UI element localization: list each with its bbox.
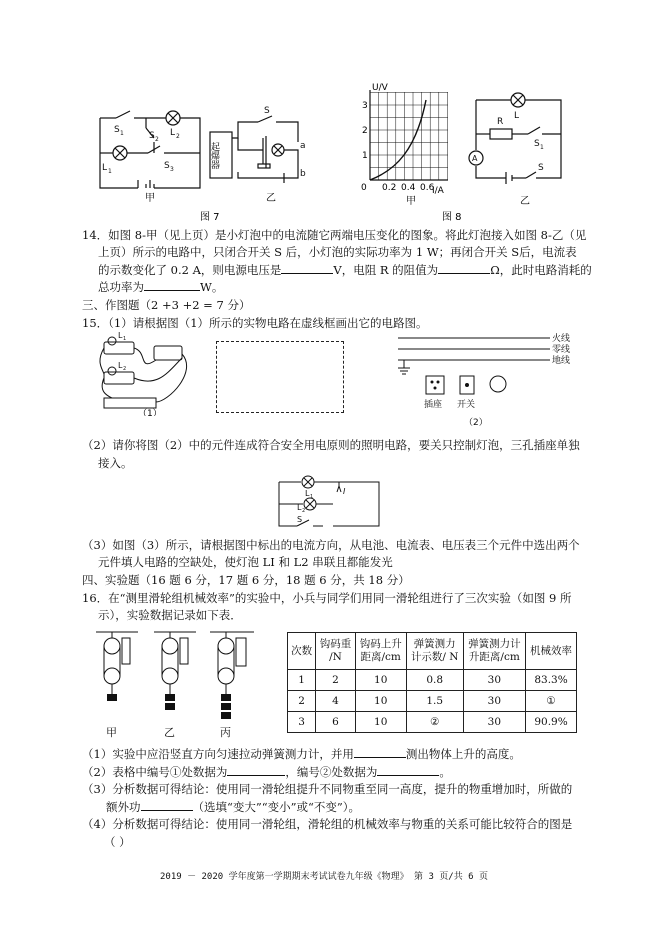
q15-part2-line1: （2）请你将图（2）中的元件连成符合安全用电原则的照明电路，要关只控制灯泡，三孔插座单独 <box>82 438 580 452</box>
q14-answer-blank-power[interactable] <box>144 278 200 291</box>
svg-text:1: 1 <box>120 130 124 137</box>
fig7-s2-label: S <box>149 131 155 141</box>
q15-fig1-l2-label: L <box>118 361 123 370</box>
fig8-x-tick: 0.4 <box>401 183 416 193</box>
q14-line1: 14．如图 8-甲（见上页）是小灯泡中的电流随它两端电压变化的图象。将此灯泡接入如图 8-乙（见 <box>82 228 587 242</box>
q14-answer-blank-resistance[interactable] <box>438 261 490 274</box>
q16-answer-blank-extra-work[interactable] <box>141 798 193 811</box>
table-row <box>288 670 577 691</box>
table-cell: 3 <box>288 712 316 733</box>
svg-text:1: 1 <box>108 168 112 175</box>
q16-line2: 示），实验数据记录如下表． <box>98 608 242 622</box>
fig7-right-circuit <box>210 116 298 183</box>
svg-text:3: 3 <box>170 166 174 173</box>
table-cell: 1 <box>288 670 316 691</box>
svg-text:1: 1 <box>540 144 544 151</box>
svg-text:1: 1 <box>123 336 127 342</box>
figure-8 <box>356 80 586 224</box>
q15-figure-2-home-circuit <box>390 330 580 426</box>
fig8-caption: 图 8 <box>442 212 462 223</box>
q15-fig1-l1-label: L <box>118 332 123 340</box>
q15-fig3-l1-label: L <box>305 489 310 498</box>
q16-part4-line1: （4）分析数据可得结论：使用同一滑轮组，滑轮组的机械效率与物重的关系可能比较符合的图是 <box>82 817 573 831</box>
table-cell: 2 <box>316 670 356 691</box>
fig8-y-axis-label: U/V <box>372 83 388 93</box>
q14-answer-blank-voltage[interactable] <box>281 261 333 274</box>
fig7-l1-label: L <box>102 163 108 173</box>
section-4-heading: 四、实验题（16 题 6 分，17 题 6 分，18 题 6 分，共 18 分） <box>82 573 410 587</box>
fig7-starter-label: 起爆器 <box>209 142 219 169</box>
q15-fig2-switch-label: 开关 <box>457 400 476 410</box>
fig8-graph <box>361 83 448 207</box>
table-row <box>288 691 577 712</box>
table-cell: 90.9% <box>526 712 577 733</box>
q14-line3: 的示数变化了 0.2 A，则电源电压是 V，电阻 R 的阻值为 Ω，此时电路消耗的 <box>98 263 592 277</box>
q15-fig2-caption: （2） <box>464 418 488 426</box>
figure-7-circuits <box>88 98 318 224</box>
q16-part3-line2: 额外功 （选填“变大”“变小”或“不变”）。 <box>106 800 361 814</box>
fig8-x-axis-label: I/A <box>432 186 444 196</box>
fig7-right-caption: 乙 <box>266 193 276 204</box>
table-cell: 30 <box>463 712 525 733</box>
q15-part3-line2: 元件填人电路的空缺处，使灯泡 LI 和 L2 串联且都能发光 <box>98 555 393 569</box>
q15-fig2-ground-wire-label: 地线 <box>552 356 571 366</box>
table-cell: 1.5 <box>406 691 463 712</box>
fig7-s-label: S <box>264 106 270 116</box>
fig8-circuit <box>469 93 561 184</box>
fig8-origin: 0 <box>361 183 367 193</box>
svg-text:2: 2 <box>302 508 306 514</box>
section-3-heading: 三、作图题（2 +3 +2 = 7 分） <box>82 298 251 312</box>
q16-line1: 16．在“测里滑轮组机械效率”的实验中，小兵与同学们用同一滑轮组进行了三次实验（如图 9 所 <box>82 591 572 605</box>
svg-text:1: 1 <box>310 494 314 500</box>
fig8-y-tick: 2 <box>362 126 368 136</box>
fig7-l2-label: L <box>170 128 176 138</box>
table-header-cell: 弹簧测力 计示数/ N <box>406 633 463 670</box>
q16-pulley-label-bing: 丙 <box>220 726 231 739</box>
fig8-y-tick: 1 <box>362 151 368 161</box>
table-cell: 83.3% <box>526 670 577 691</box>
svg-text:2: 2 <box>155 136 159 143</box>
fig8-l-label: L <box>514 111 520 121</box>
table-cell: ① <box>526 691 577 712</box>
q16-part4-answer-brackets[interactable]: （ ） <box>104 835 131 849</box>
page-footer: 2019 － 2020 学年度第一学期期末考试试卷九年级《物理》 第 3 页/共 6 页 <box>160 872 488 882</box>
q15-figure-1-real-circuit <box>98 332 206 416</box>
fig7-left-circuit <box>100 111 200 188</box>
q16-pulley-label-yi: 乙 <box>164 726 175 739</box>
table-cell: 10 <box>355 670 406 691</box>
q16-pulley-label-jia: 甲 <box>106 726 117 739</box>
table-cell: ② <box>406 712 463 733</box>
fig7-b-label: b <box>300 169 306 179</box>
fig8-x-tick: 0.6 <box>420 183 435 193</box>
q15-line1: 15．（1）请根据图（1）所示的实物电路在虚线框画出它的电路图。 <box>82 316 428 330</box>
table-cell: 6 <box>316 712 356 733</box>
fig8-s1-label: S <box>534 139 540 149</box>
table-header-cell: 机械效率 <box>526 633 577 670</box>
fig7-a-label: a <box>300 141 306 151</box>
q15-fig2-socket-label: 插座 <box>424 400 443 410</box>
q15-fig1-caption: （1） <box>138 409 162 416</box>
fig8-s-label: S <box>538 163 544 173</box>
svg-text:2: 2 <box>176 133 180 140</box>
table-cell: 0.8 <box>406 670 463 691</box>
fig8-left-caption: 甲 <box>406 196 416 207</box>
q16-part1: （1）实验中应沿竖直方向匀速拉动弹簧测力计，并用 测出物体上升的高度。 <box>82 747 521 761</box>
fig8-x-tick: 0.2 <box>382 183 397 193</box>
table-cell: 30 <box>463 691 525 712</box>
q15-part2-line2: 接入。 <box>98 456 133 470</box>
q16-part2: （2）表格中编号①处数据为 ，编号②处数据为 。 <box>82 765 451 779</box>
fig8-r-label: R <box>497 117 504 127</box>
fig7-left-caption: 甲 <box>145 193 155 204</box>
q16-answer-blank-2[interactable] <box>377 763 439 776</box>
table-header-cell: 钩码上升 距离/cm <box>355 633 406 670</box>
q16-answer-blank-tool[interactable] <box>354 745 406 758</box>
q15-fig3-s-label: S <box>297 515 303 524</box>
fig7-caption: 图 7 <box>200 212 220 223</box>
q15-fig3-l2-label: L <box>297 503 302 512</box>
q14-line2: 上页）所示的电路中，只闭合开关 S 后，小灯泡的实际功率为 1 W；再闭合开关 S后，电流表 <box>98 245 577 259</box>
q16-answer-blank-1[interactable] <box>227 763 285 776</box>
fig8-right-caption: 乙 <box>520 196 530 207</box>
svg-text:2: 2 <box>123 366 127 372</box>
q15-drawing-box[interactable] <box>216 341 344 413</box>
table-cell: 30 <box>463 670 525 691</box>
q16-data-table <box>287 632 577 733</box>
fig7-s3-label: S <box>164 161 170 171</box>
table-row <box>288 712 577 733</box>
q15-figure-3-series-circuit <box>275 474 387 534</box>
q16-part3-line1: （3）分析数据可得结论：使用同一滑轮组提升不同物重至同一高度，提升的物重增加时，所做的 <box>82 782 573 796</box>
table-header-cell: 弹簧测力计 升距离/cm <box>463 633 525 670</box>
q14-line4: 总功率为 W。 <box>98 280 224 294</box>
table-cell: 10 <box>355 691 406 712</box>
q15-part3-line1: （3）如图（3）所示，请根据图中标出的电流方向，从电池、电流表、电压表三个元件中选出两个 <box>82 538 580 552</box>
table-header-cell: 钩码重 /N <box>316 633 356 670</box>
fig8-y-tick: 3 <box>362 101 368 111</box>
table-cell: 10 <box>355 712 406 733</box>
fig7-s1-label: S <box>114 125 120 135</box>
table-cell: 2 <box>288 691 316 712</box>
q15-fig2-neutral-wire-label: 零线 <box>552 345 571 355</box>
q15-fig3-current-label: I <box>343 487 346 496</box>
table-header-cell: 次数 <box>288 633 316 670</box>
fig8-ammeter-label: A <box>472 154 478 163</box>
q16-pulley-figures <box>92 628 282 740</box>
q15-fig2-live-wire-label: 火线 <box>552 334 571 344</box>
table-cell: 4 <box>316 691 356 712</box>
table-header-row <box>288 633 577 670</box>
